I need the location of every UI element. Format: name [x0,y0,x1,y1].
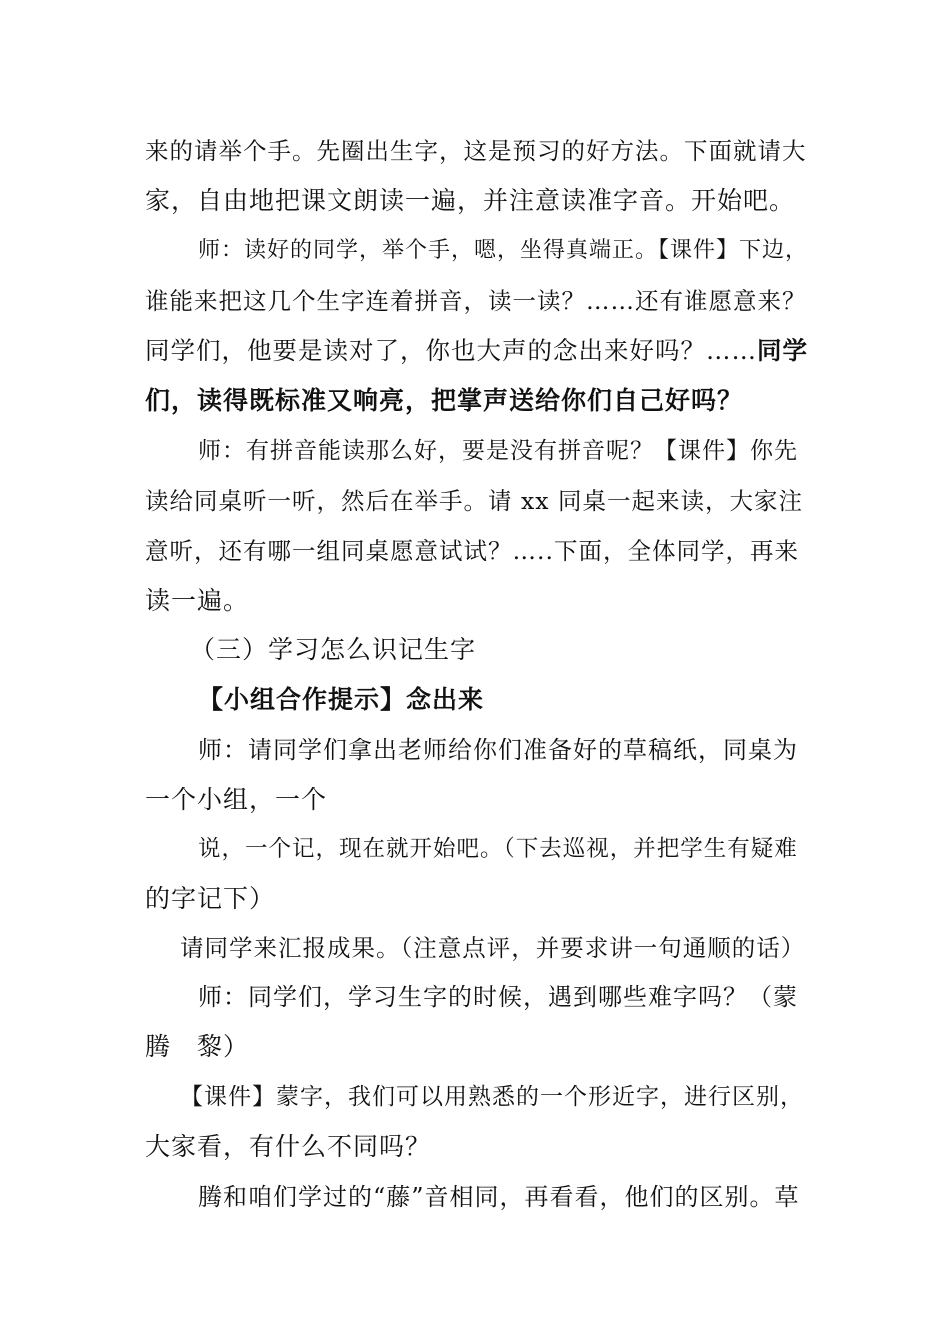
text-line: 师：请同学们拿出老师给你们准备好的草稿纸，同桌为 [198,736,798,764]
text-line: 师：读好的同学，举个手，嗯，坐得真端正。【课件】下边， [198,238,809,263]
bold-text-line: 们，读得既标准又响亮，把掌声送给你们自己好吗？ [145,386,744,415]
text-line: 一个小组，一个 [145,785,328,814]
text-line: 谁能来把这几个生字连着拼音，读一读？……还有谁愿意来？ [145,287,807,315]
section-heading: （三）学习怎么识记生字 [190,635,477,664]
text-line: 说，一个记，现在就开始吧。（下去巡视，并把学生有疑难 [198,836,798,862]
bold-text-run: 同学 [757,336,808,365]
text-line: 【课件】蒙字，我们可以用熟悉的一个形近字，进行区别， [180,1084,804,1110]
text-line: 读给同桌听一听，然后在举手。请 xx 同桌一起来读，大家注 [145,487,803,515]
text-line: 家，自由地把课文朗读一遍，并注意读准字音。开始吧。 [145,186,796,215]
text-line: 大家看，有什么不同吗？ [145,1132,432,1161]
text-line: 腾 黎） [145,1032,250,1061]
text-line: 读一遍。 [145,586,250,615]
text-line: 腾和咱们学过的“藤”音相同，再看看，他们的区别。草 [198,1183,800,1211]
text-line: 师：同学们，学习生字的时候，遇到哪些难字吗？（蒙 [198,983,798,1011]
bold-heading: 【小组合作提示】念出来 [198,685,485,714]
text-line: 的字记下） [145,884,276,913]
text-line: 师：有拼音能读那么好，要是没有拼音呢？【课件】你先 [198,438,798,464]
text-line: 来的请举个手。先圈出生字，这是预习的好方法。下面就请大 [145,137,807,165]
text-line: 请同学来汇报成果。（注意点评，并要求讲一句通顺的话） [180,934,806,962]
text-run: 同学们，他要是读对了，你也大声的念出来好吗？…… [145,336,757,365]
text-line [145,336,808,366]
text-line: 意听，还有哪一组同桌愿意试试？…..下面，全体同学，再来 [145,537,799,565]
